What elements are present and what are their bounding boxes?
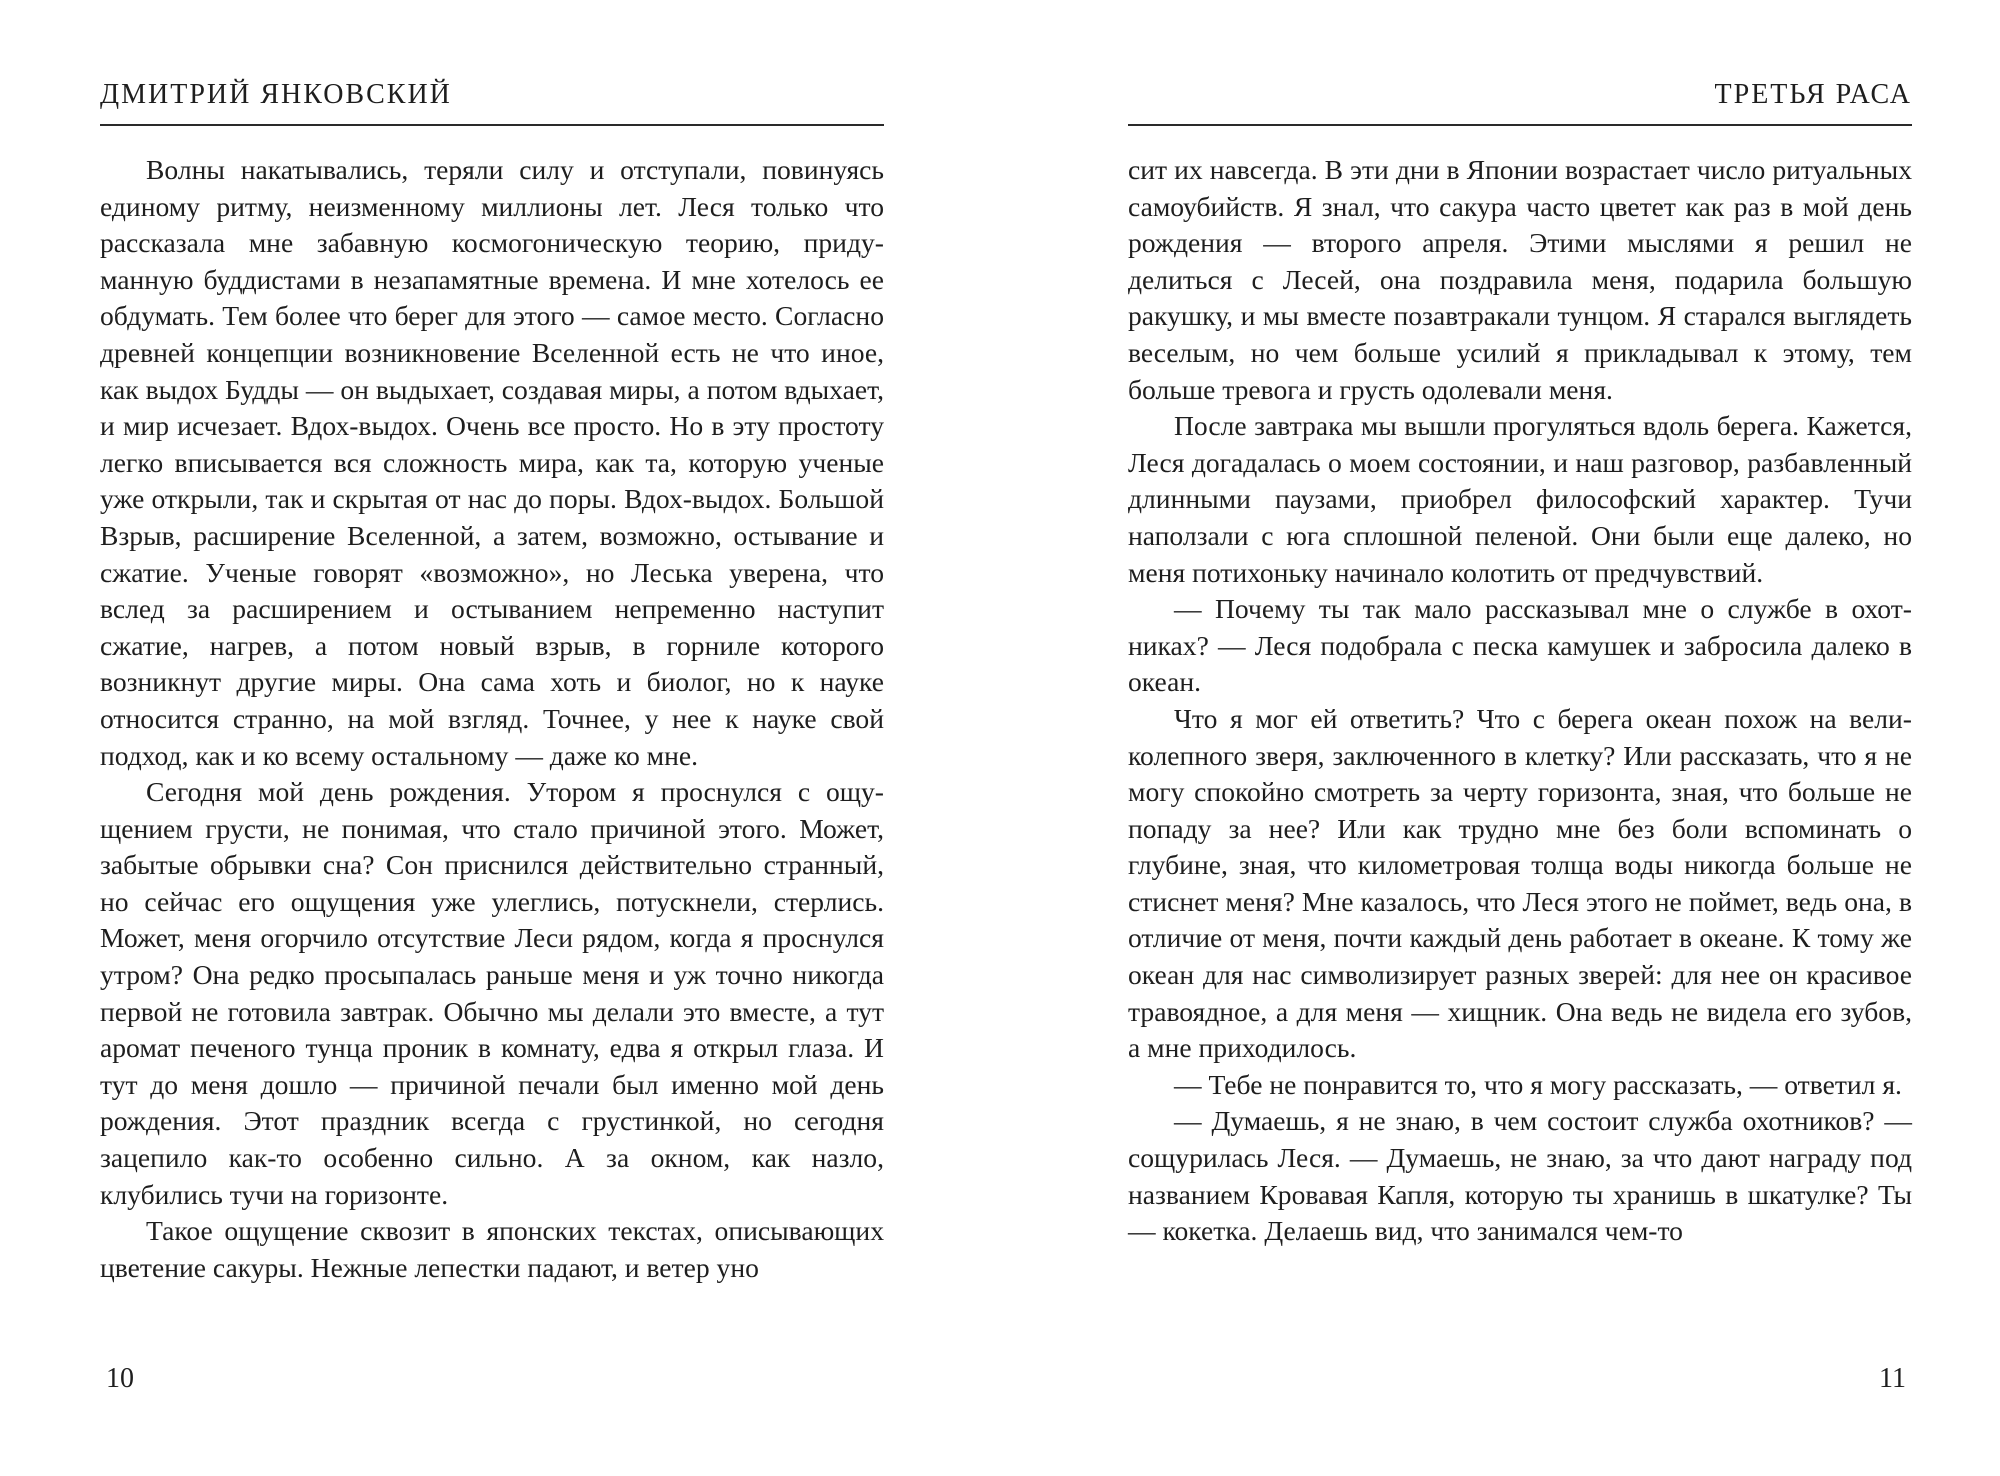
running-head-author: ДМИТРИЙ ЯНКОВСКИЙ <box>100 79 452 110</box>
paragraph: Волны накатывались, теряли силу и отступали, повинуясь единому ритму, неизменному миллионы лет. Леся только что рассказала мне забавную космогоническую теорию, придуманную буддистами в незапамятные времена. И мне хотелось ее обдумать. Тем более что берег для этого — самое место. Согласно древней концепции возникновение Вселенной есть не что иное, как выдох Будды — он выдыхает, создавая миры, а потом вдыхает, и мир исчезает. Вдох-выдох. Очень все просто. Но в эту простоту легко вписывается вся сложность мира, как та, которую ученые уже открыли, так и скрытая от нас до поры. Вдох-выдох. Большой Взрыв, расширение Вселенной, а затем, возможно, остывание и сжатие. Ученые говорят «возможно», но Леська уверена, что вслед за расширением и остыванием непременно наступит сжатие, нагрев, а потом новый взрыв, в горниле которого возникнут другие миры. Она сама хоть и биолог, но к науке относится странно, на мой взгляд. Точнее, у нее к науке свой подход, как и ко всему остальному — даже ко мне. <box>100 154 884 771</box>
paragraph: После завтрака мы вышли прогуляться вдоль берега. Кажется, Леся догадалась о моем состоянии, и наш разговор, разбавленный длинными паузами, приобрел философский характер. Тучи наползали с юга сплошной пеленой. Они были еще далеко, но меня потихоньку начинало колотить от предчувствий. <box>1128 410 1912 588</box>
paragraph: — Думаешь, я не знаю, в чем состоит служба охотников? — сощурилась Леся. — Думаешь, не знаю, за что дают награду под названием Кровавая Капля, которую ты хранишь в шкатулке? Ты — кокетка. Делаешь вид, что занимался чем-то <box>1128 1105 1912 1247</box>
right-page-text <box>1128 152 1912 1250</box>
running-head-title: ТРЕТЬЯ РАСА <box>1714 79 1912 110</box>
page-number: 10 <box>106 1363 134 1394</box>
paragraph-continuation: сит их навсегда. В эти дни в Японии возрастает число ритуальных самоубийств. Я знал, что сакура часто цветет как раз в мой день рождения — второго апреля. Этими мыслями я решил не делиться с Лесей, она поздравила меня, подарила большую ракушку, и мы вместе позавтракали тунцом. Я старался выглядеть веселым, но чем больше усилий я прикладывал к этому, тем больше тревога и грусть одолевали меня. <box>1128 154 1912 405</box>
paragraph: Что я мог ей ответить? Что с берега океан похож на великолепного зверя, заключенного в клетку? Или рассказать, что я не могу спокойно смотреть за черту горизонта, зная, что больше не попаду за нее? Или как трудно мне без боли вспоминать о глубине, зная, что километровая толща воды никогда больше не стиснет меня? Мне казалось, что Леся этого не поймет, ведь она, в отличие от меня, почти каждый день работает в океане. К тому же океан для нас символизирует разных зверей: для нее он красивое травоядное, а для меня — хищник. Она ведь не видела его зубов, а мне приходилось. <box>1128 702 1912 1064</box>
header-rule <box>1128 124 1912 126</box>
right-page <box>1128 0 1912 1476</box>
page-number: 11 <box>1879 1363 1906 1394</box>
left-page <box>100 0 884 1476</box>
paragraph: Сегодня мой день рождения. Утором я проснулся с ощущением грусти, не понимая, что стало причиной этого. Может, забытые обрывки сна? Сон приснился действительно странный, но сейчас его ощущения уже улеглись, потускнели, стерлись. Может, меня огорчило отсутствие Леси рядом, когда я проснулся утром? Она редко просыпалась раньше меня и уж точно никогда первой не готовила завтрак. Обычно мы делали это вместе, а тут аромат печеного тунца проник в комнату, едва я открыл глаза. И тут до меня дошло — причиной печали был именно мой день рождения. Этот праздник всегда с грустинкой, но сегодня зацепило как-то особенно сильно. А за окном, как назло, клубились тучи на горизонте. <box>100 776 884 1210</box>
paragraph: — Почему ты так мало рассказывал мне о службе в охотниках? — Леся подобрала с песка камушек и забросила далеко в океан. <box>1128 593 1912 698</box>
paragraph: Такое ощущение сквозит в японских текстах, описывающих цветение сакуры. Нежные лепестки падают, и ветер уно <box>100 1215 884 1283</box>
left-page-text <box>100 152 884 1286</box>
paragraph: — Тебе не понравится то, что я могу рассказать, — ответил я. <box>1174 1068 1902 1100</box>
header-rule <box>100 124 884 126</box>
